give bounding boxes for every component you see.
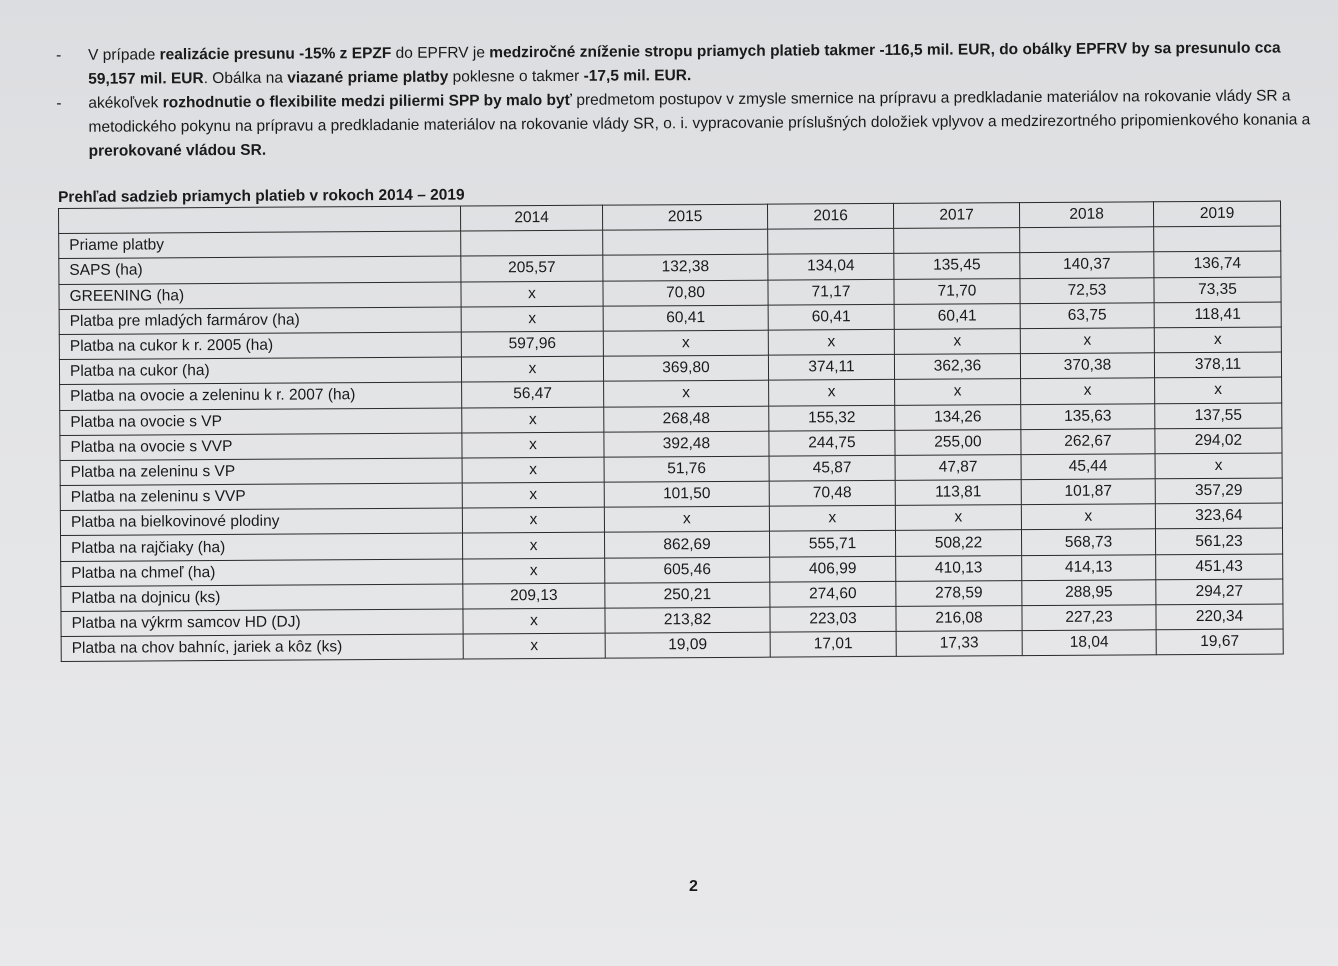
value-cell-2015: 369,80 xyxy=(603,355,768,381)
value-cell-2017: x xyxy=(895,379,1021,405)
value-cell-2018: 370,38 xyxy=(1020,353,1154,379)
bullet-dash: - xyxy=(56,94,62,112)
value-cell-2017: 362,36 xyxy=(894,354,1020,380)
value-cell-2019: 378,11 xyxy=(1154,352,1281,378)
rates-table xyxy=(58,201,1284,663)
header-year-2015: 2015 xyxy=(602,204,767,230)
value-cell-2019: 561,23 xyxy=(1155,528,1282,554)
row-label: Platba na zeleninu s VP xyxy=(60,458,462,486)
value-cell-2014: x xyxy=(461,281,603,307)
row-label: Platba na zeleninu s VVP xyxy=(60,483,462,511)
row-label: Platba na cukor k r. 2005 (ha) xyxy=(59,332,461,360)
value-cell-2019 xyxy=(1154,226,1281,252)
header-year-2016: 2016 xyxy=(767,203,893,229)
value-cell-2014: x xyxy=(462,432,604,458)
value-cell-2018: 63,75 xyxy=(1020,303,1154,329)
value-cell-2019: 294,27 xyxy=(1156,579,1283,605)
value-cell-2018: 288,95 xyxy=(1022,580,1156,606)
value-cell-2018: 227,23 xyxy=(1022,605,1156,631)
value-cell-2016: 134,04 xyxy=(768,254,894,280)
bold-text-segment: viazané priame platby xyxy=(287,68,449,87)
bold-text-segment: realizácie presunu -15% z EPZF xyxy=(159,44,392,64)
value-cell-2019: x xyxy=(1155,453,1282,479)
text-segment: . Obálka na xyxy=(203,69,288,88)
value-cell-2017: 17,33 xyxy=(896,631,1022,657)
value-cell-2017: 135,45 xyxy=(894,253,1020,279)
value-cell-2014: x xyxy=(462,482,604,508)
header-year-2017: 2017 xyxy=(893,203,1019,229)
value-cell-2019: 357,29 xyxy=(1155,478,1282,504)
bold-text-segment: medziročné zníženie stropu priamych platieb takmer -116,5 mil. EUR, do obálky EPFRV by sa presunulo cca 59,157 mil. EUR xyxy=(88,39,1281,88)
value-cell-2015: 51,76 xyxy=(604,456,769,482)
value-cell-2014: x xyxy=(463,633,605,659)
bold-text-segment: prerokované vládou SR. xyxy=(88,141,267,160)
value-cell-2019: 294,02 xyxy=(1155,428,1282,454)
value-cell-2018: 45,44 xyxy=(1021,454,1155,480)
value-cell-2018: 18,04 xyxy=(1022,630,1156,656)
value-cell-2019: 73,35 xyxy=(1154,277,1281,303)
page-number: 2 xyxy=(689,878,698,895)
value-cell-2014: x xyxy=(462,457,604,483)
value-cell-2016: 406,99 xyxy=(770,556,896,582)
value-cell-2014: 597,96 xyxy=(461,331,603,357)
value-cell-2016: 274,60 xyxy=(770,581,896,607)
value-cell-2016: x xyxy=(768,329,894,355)
value-cell-2018: x xyxy=(1021,378,1155,404)
value-cell-2016: 555,71 xyxy=(769,531,895,557)
row-label: Platba na ovocie s VVP xyxy=(60,433,462,461)
value-cell-2015: 19,09 xyxy=(605,632,770,658)
value-cell-2016 xyxy=(768,229,894,255)
row-label: SAPS (ha) xyxy=(59,256,461,284)
value-cell-2017: 60,41 xyxy=(894,303,1020,329)
value-cell-2018: 72,53 xyxy=(1020,277,1154,303)
value-cell-2015: 605,46 xyxy=(605,557,770,583)
value-cell-2018: x xyxy=(1021,504,1155,530)
value-cell-2018: x xyxy=(1020,328,1154,354)
value-cell-2017: 278,59 xyxy=(896,580,1022,606)
header-label-cell xyxy=(59,206,461,234)
value-cell-2016: 223,03 xyxy=(770,606,896,632)
value-cell-2017: 508,22 xyxy=(895,530,1021,556)
value-cell-2015: 101,50 xyxy=(604,481,769,507)
value-cell-2019: 136,74 xyxy=(1154,251,1281,277)
value-cell-2018: 140,37 xyxy=(1020,252,1154,278)
value-cell-2018: 101,87 xyxy=(1021,479,1155,505)
value-cell-2015: 70,80 xyxy=(603,280,768,306)
table-title: Prehľad sadzieb priamych platieb v rokoch 2014 – 2019 xyxy=(58,186,465,206)
value-cell-2019: x xyxy=(1154,327,1281,353)
row-label: Platba na bielkovinové plodiny xyxy=(60,508,462,536)
value-cell-2016: 155,32 xyxy=(769,405,895,431)
row-label: Platba na chov bahníc, jariek a kôz (ks) xyxy=(61,634,463,662)
header-year-2019: 2019 xyxy=(1153,201,1280,227)
value-cell-2016: 374,11 xyxy=(768,355,894,381)
value-cell-2014: 205,57 xyxy=(461,256,603,282)
value-cell-2019: 137,55 xyxy=(1155,403,1282,429)
value-cell-2014: x xyxy=(461,356,603,382)
value-cell-2019: 220,34 xyxy=(1156,604,1283,630)
value-cell-2017: 47,87 xyxy=(895,454,1021,480)
value-cell-2016: 17,01 xyxy=(770,632,896,658)
value-cell-2015: x xyxy=(604,506,769,532)
value-cell-2016: x xyxy=(769,506,895,532)
bullet-dash: - xyxy=(56,46,62,64)
value-cell-2016: 71,17 xyxy=(768,279,894,305)
row-label: Platba na ovocie a zeleninu k r. 2007 (ha) xyxy=(60,382,462,410)
header-year-2014: 2014 xyxy=(460,205,602,231)
value-cell-2018: 568,73 xyxy=(1021,529,1155,555)
value-cell-2015 xyxy=(603,229,768,255)
value-cell-2015: 132,38 xyxy=(603,255,768,281)
value-cell-2015: 60,41 xyxy=(603,305,768,331)
row-label: GREENING (ha) xyxy=(59,282,461,310)
bullet-item xyxy=(56,84,1311,164)
value-cell-2015: 250,21 xyxy=(605,582,770,608)
header-year-2018: 2018 xyxy=(1019,202,1153,228)
value-cell-2016: 45,87 xyxy=(769,455,895,481)
value-cell-2014: 209,13 xyxy=(463,583,605,609)
value-cell-2017: 255,00 xyxy=(895,429,1021,455)
row-label: Priame platby xyxy=(59,231,461,259)
value-cell-2018: 414,13 xyxy=(1022,554,1156,580)
value-cell-2015: x xyxy=(603,330,768,356)
text-segment: predmetom postupov v zmysle smernice na prípravu a predkladanie materiálov na rokovanie vlády SR a metodického pokynu na prípravu a predkladanie materiálov na rokovanie vlády SR, o. i. vypracovanie príslušných doložiek vplyvov a medzirezortného pripomienkového konania a xyxy=(88,87,1311,136)
value-cell-2017: 216,08 xyxy=(896,606,1022,632)
row-label: Platba na výkrm samcov HD (DJ) xyxy=(61,609,463,637)
row-label: Platba na dojnicu (ks) xyxy=(61,584,463,612)
value-cell-2014: 56,47 xyxy=(462,381,604,407)
rates-table-wrapper xyxy=(58,201,1284,663)
value-cell-2016: x xyxy=(769,380,895,406)
value-cell-2015: 268,48 xyxy=(604,406,769,432)
value-cell-2019: 118,41 xyxy=(1154,302,1281,328)
row-label: Platba na rajčiaky (ha) xyxy=(61,533,463,561)
value-cell-2019: 19,67 xyxy=(1156,629,1283,655)
value-cell-2016: 60,41 xyxy=(768,304,894,330)
value-cell-2019: 323,64 xyxy=(1155,503,1282,529)
row-label: Platba na chmeľ (ha) xyxy=(61,559,463,587)
value-cell-2015: 392,48 xyxy=(604,431,769,457)
value-cell-2014: x xyxy=(463,608,605,634)
value-cell-2014: x xyxy=(462,533,604,559)
value-cell-2015: 862,69 xyxy=(604,532,769,558)
value-cell-2017: 134,26 xyxy=(895,404,1021,430)
value-cell-2018 xyxy=(1020,227,1154,253)
row-label: Platba pre mladých farmárov (ha) xyxy=(59,307,461,335)
value-cell-2019: x xyxy=(1155,377,1282,403)
value-cell-2017 xyxy=(894,228,1020,254)
value-cell-2018: 262,67 xyxy=(1021,428,1155,454)
value-cell-2017: 113,81 xyxy=(895,480,1021,506)
text-segment: poklesne o takmer xyxy=(448,67,584,86)
bullet-item xyxy=(56,36,1311,92)
value-cell-2015: x xyxy=(604,380,769,406)
text-segment: akékoľvek xyxy=(88,94,163,112)
value-cell-2014 xyxy=(461,230,603,256)
text-segment: do EPFRV je xyxy=(391,44,490,62)
value-cell-2016: 70,48 xyxy=(769,480,895,506)
value-cell-2014: x xyxy=(463,558,605,584)
value-cell-2018: 135,63 xyxy=(1021,403,1155,429)
value-cell-2019: 451,43 xyxy=(1156,554,1283,580)
bold-text-segment: -17,5 mil. EUR. xyxy=(583,67,692,85)
bold-text-segment: rozhodnutie o flexibilite medzi piliermi SPP by malo byť xyxy=(162,91,573,112)
value-cell-2016: 244,75 xyxy=(769,430,895,456)
value-cell-2014: x xyxy=(461,306,603,332)
value-cell-2017: x xyxy=(895,505,1021,531)
bullet-list xyxy=(56,36,1312,164)
value-cell-2017: 71,70 xyxy=(894,278,1020,304)
value-cell-2015: 213,82 xyxy=(605,607,770,633)
value-cell-2017: 410,13 xyxy=(896,555,1022,581)
value-cell-2017: x xyxy=(894,329,1020,355)
value-cell-2014: x xyxy=(462,407,604,433)
row-label: Platba na ovocie s VP xyxy=(60,408,462,436)
value-cell-2014: x xyxy=(462,507,604,533)
text-segment: V prípade xyxy=(88,46,160,64)
row-label: Platba na cukor (ha) xyxy=(59,357,461,385)
